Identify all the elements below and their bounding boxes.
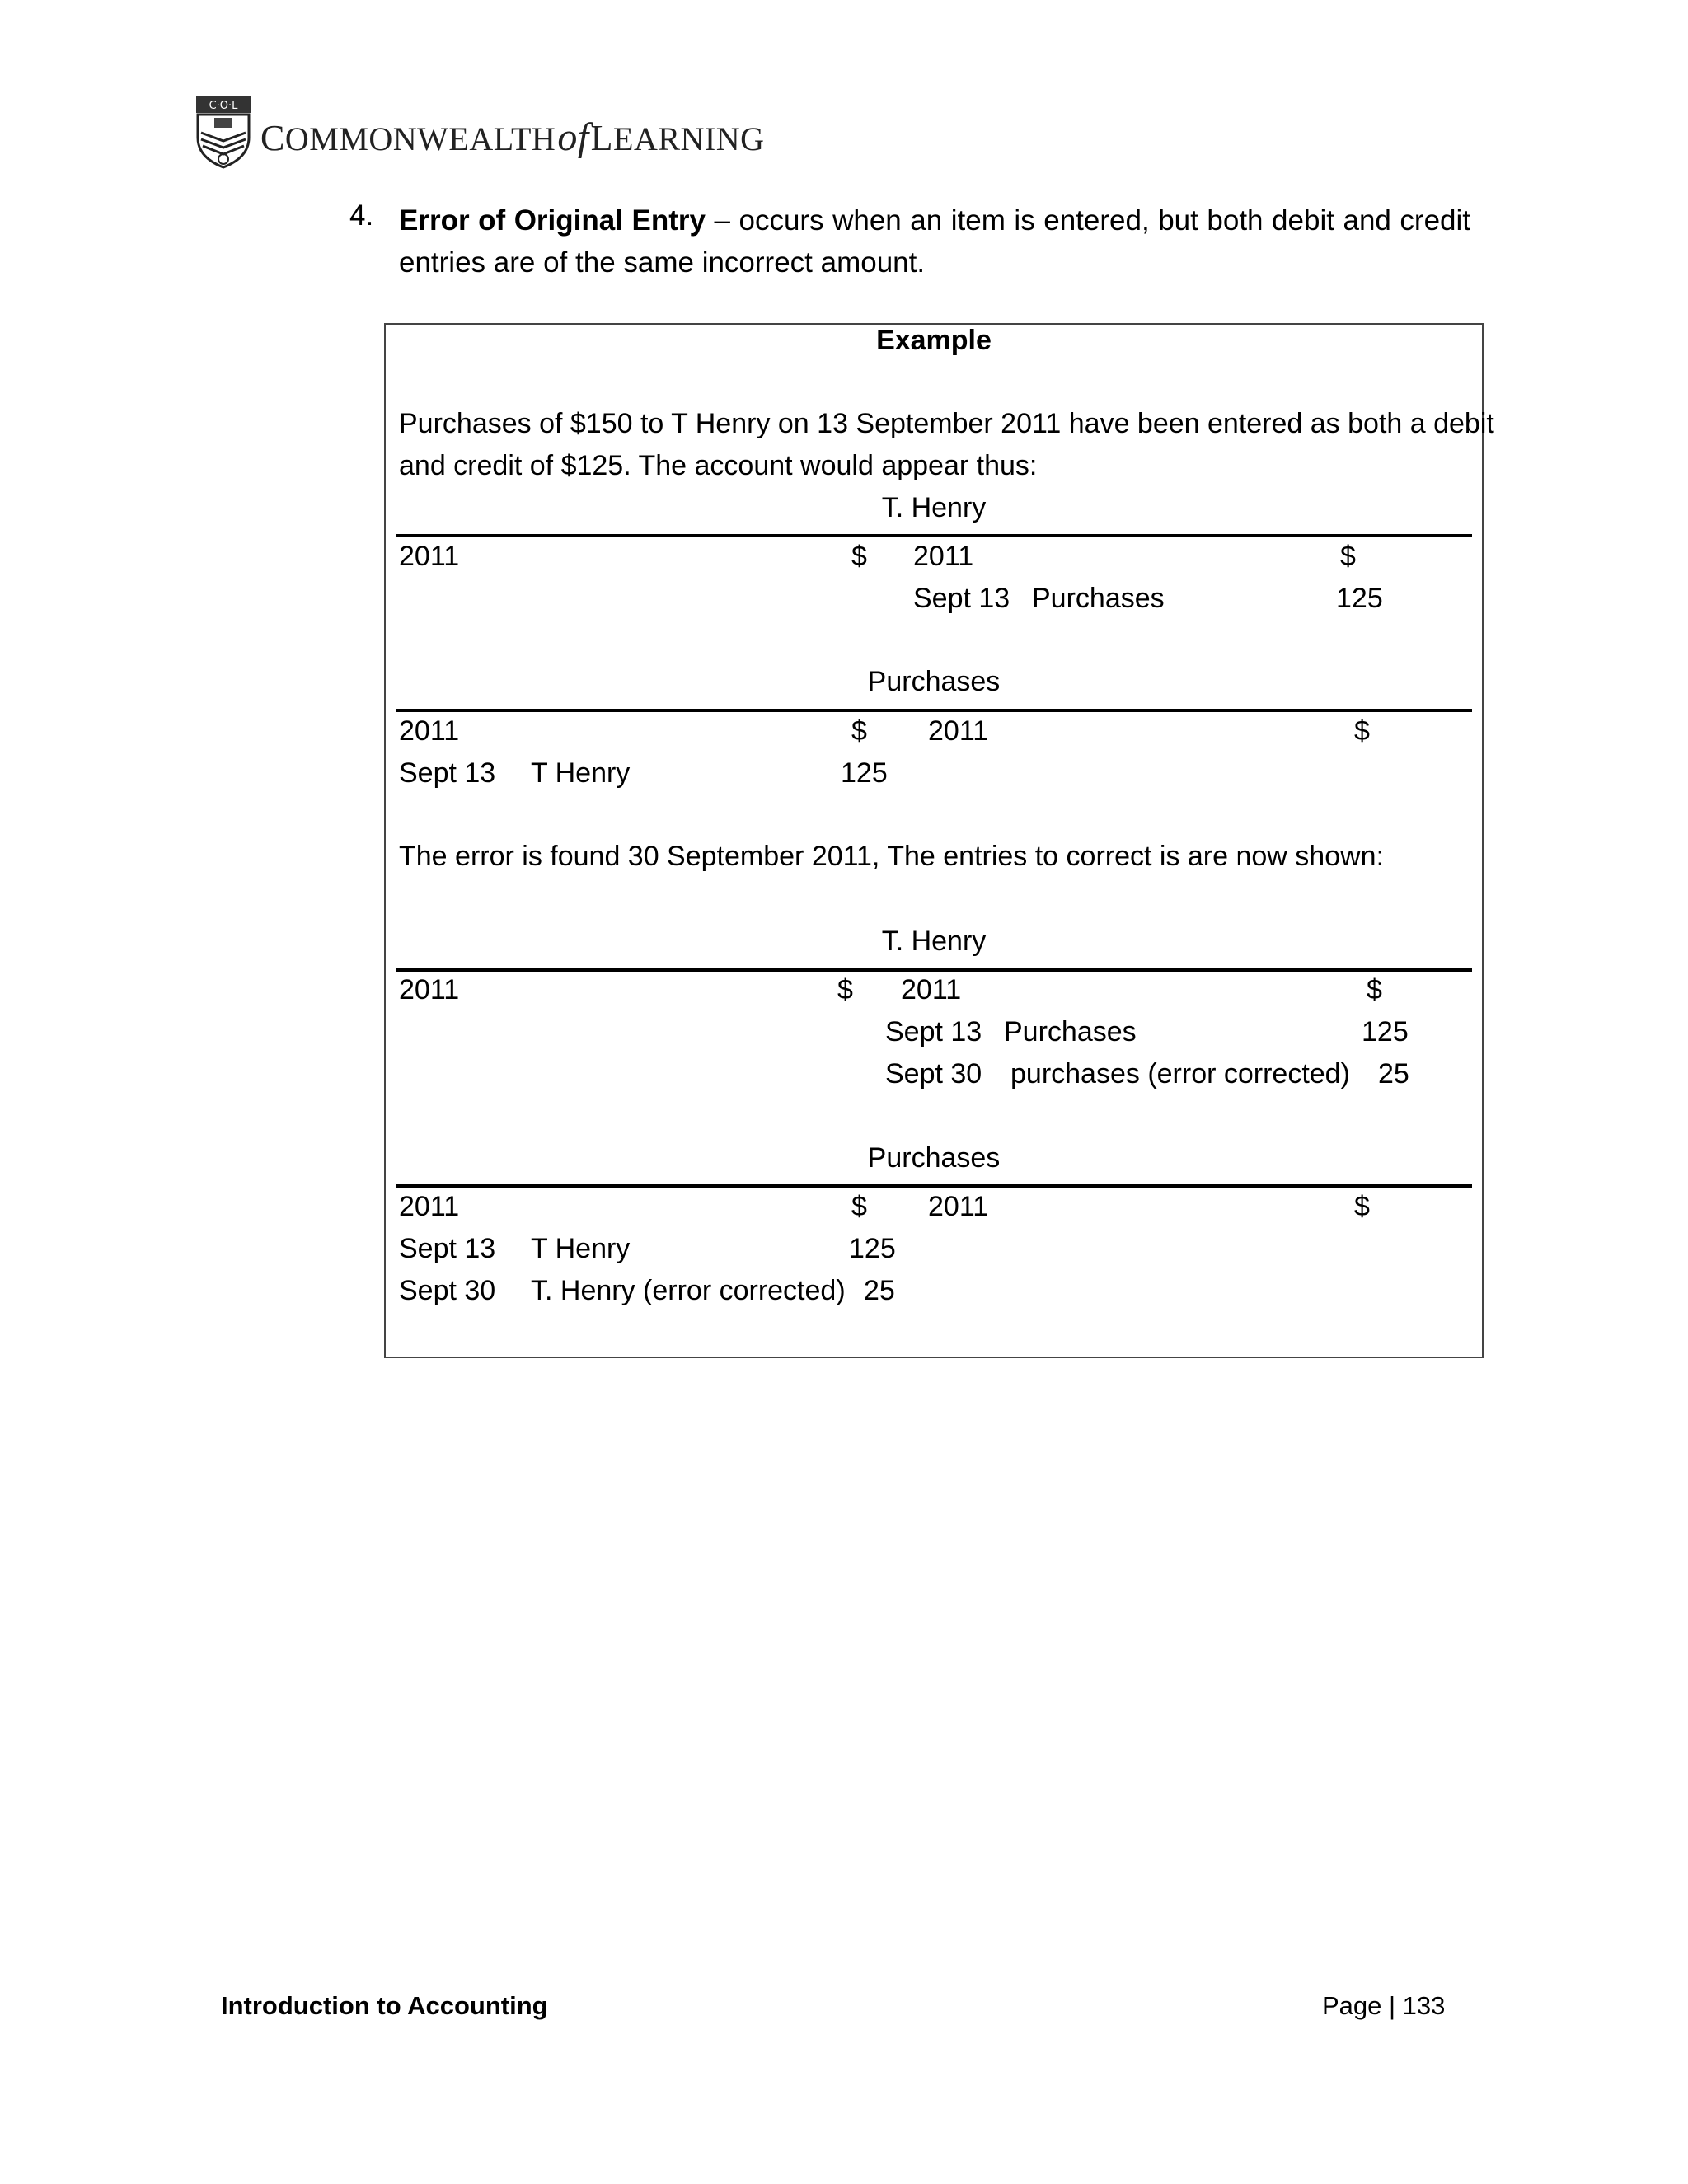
ledger-entry-date: Sept 13 [399, 757, 496, 789]
ledger-dollar-right: $ [1354, 715, 1370, 747]
ledger-entry-desc: T Henry [531, 757, 631, 789]
example-paragraph-line1: Purchases of $150 to T Henry on 13 September 2011 have been entered as both a debit [399, 408, 1494, 439]
ledger-rule [396, 968, 1472, 972]
ledger-year-right: 2011 [928, 715, 989, 747]
ledger-entry-date: Sept 30 [399, 1275, 496, 1306]
org-name: COMMONWEALTHofLEARNING [260, 115, 765, 159]
ledger-entry-desc: Purchases [1032, 583, 1165, 614]
ledger-entry-date: Sept 13 [399, 1233, 496, 1264]
ledger-year-right: 2011 [913, 541, 974, 572]
correction-paragraph: The error is found 30 September 2011, The entries to correct is are now shown: [399, 841, 1385, 872]
ledger-title: Purchases [867, 666, 1001, 697]
ledger-year-left: 2011 [399, 541, 460, 572]
ledger-year-right: 2011 [928, 1191, 989, 1222]
ledger-entry-desc: T Henry [531, 1233, 631, 1264]
ledger-dollar-left: $ [851, 1191, 867, 1222]
logo-badge-text: C·O·L [209, 100, 238, 112]
ledger-entry-date: Sept 30 [885, 1058, 982, 1090]
ledger-entry-amount: 25 [1378, 1058, 1409, 1090]
ledger-year-left: 2011 [399, 974, 460, 1005]
ledger-entry-desc: purchases (error corrected) [1010, 1058, 1350, 1090]
ledger-entry-date: Sept 13 [885, 1016, 982, 1047]
ledger-entry-desc: Purchases [1004, 1016, 1137, 1047]
example-title: Example [876, 325, 992, 356]
ledger-rule [396, 709, 1472, 712]
ledger-title: T. Henry [881, 926, 987, 957]
ledger-dollar-left: $ [851, 541, 867, 572]
ledger-title: T. Henry [881, 492, 987, 523]
ledger-rule [396, 534, 1472, 537]
definition: – occurs when an item is entered, but both debit and credit entries are of the same incorrect amount. [399, 204, 1470, 279]
ledger-year-left: 2011 [399, 1191, 460, 1222]
ledger-dollar-right: $ [1367, 974, 1382, 1005]
ledger-dollar-left: $ [837, 974, 853, 1005]
intro-paragraph [399, 199, 1470, 284]
footer-course-title: Introduction to Accounting [221, 1991, 548, 2020]
ledger-year-left: 2011 [399, 715, 460, 747]
ledger-entry-amount: 125 [1336, 583, 1383, 614]
ledger-dollar-left: $ [851, 715, 867, 747]
ledger-entry-amount: 125 [1362, 1016, 1409, 1047]
footer-page-number: Page | 133 [1322, 1991, 1446, 2020]
list-number: 4. [349, 199, 374, 232]
col-shield-icon [195, 95, 252, 169]
ledger-entry-date: Sept 13 [913, 583, 1010, 614]
example-paragraph-line2: and credit of $125. The account would appear thus: [399, 450, 1038, 481]
term: Error of Original Entry [399, 204, 706, 237]
ledger-title: Purchases [867, 1142, 1001, 1174]
ledger-entry-amount: 25 [864, 1275, 895, 1306]
ledger-dollar-right: $ [1340, 541, 1356, 572]
ledger-dollar-right: $ [1354, 1191, 1370, 1222]
ledger-entry-desc: T. Henry (error corrected) [531, 1275, 846, 1306]
ledger-entry-amount: 125 [849, 1233, 896, 1264]
ledger-rule [396, 1184, 1472, 1188]
ledger-entry-amount: 125 [841, 757, 888, 789]
ledger-year-right: 2011 [901, 974, 962, 1005]
